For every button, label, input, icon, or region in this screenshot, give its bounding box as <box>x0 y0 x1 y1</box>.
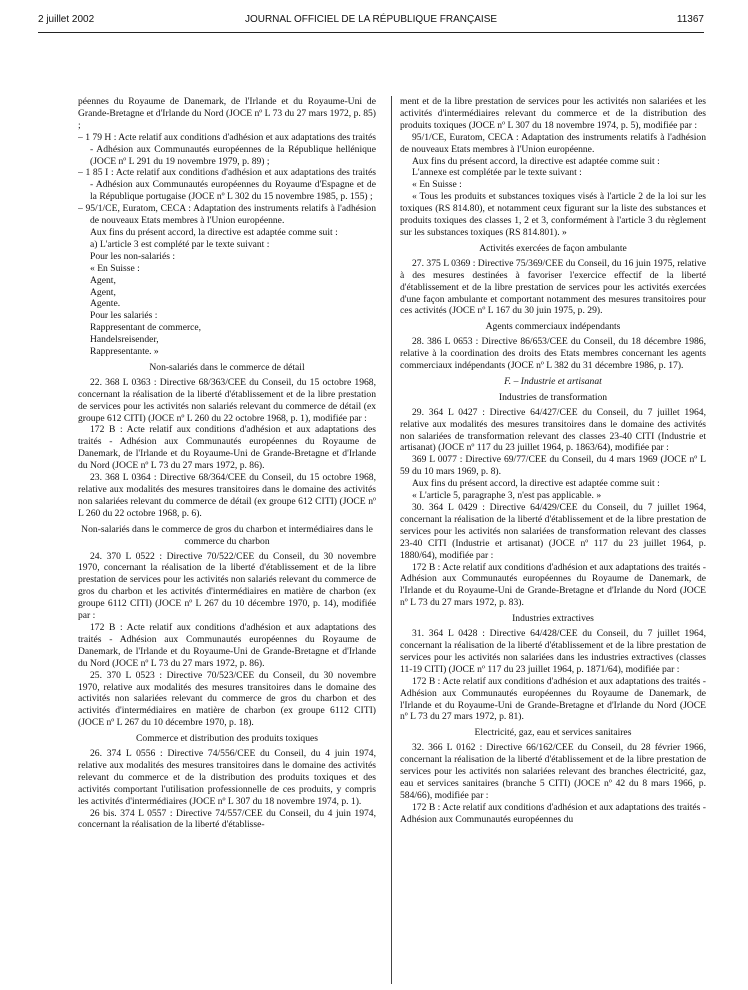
column-divider <box>391 96 392 984</box>
paragraph: 25. 370 L 0523 : Directive 70/523/CEE du Conseil, du 30 novembre 1970, relative aux modalités des mesures transitoires dans le domaine des activités non salariées relevant du commerce de gros du charbon et des activités d'intermédiaires en matière de charbon (ex groupe 6112 CITI) (JOCE nº L 267 du 10 décembre 1970, p. 18). <box>78 669 376 729</box>
paragraph: Pour les non-salariés : <box>90 250 175 262</box>
list-item: – 1 85 I : Acte relatif aux conditions d'adhésion et aux adaptations des traités - Adhésion aux Communautés européennes du Royaume d'Espagne et de la République portugaise (JOCE nº L 302 du 15 novembre 1985, p. 155) ; <box>78 167 376 203</box>
section-heading: Commerce et distribution des produits toxiques <box>136 733 318 745</box>
paragraph: Aux fins du présent accord, la directive est adaptée comme suit : <box>412 155 660 167</box>
left-column <box>78 96 376 984</box>
paragraph: « En Suisse : <box>412 179 462 191</box>
paragraph: Aux fins du présent accord, la directive est adaptée comme suit : <box>90 226 338 238</box>
paragraph: « En Suisse : <box>90 262 140 274</box>
paragraph-continued: ment et de la libre prestation de services pour les activités non salariées et les activités d'intermédiaires relevant du commerce et de la distribution des produits toxiques (JOCE nº L 307 du 18 novembre 1974, p. 5), modifiée par : <box>400 96 706 131</box>
paragraph: Aux fins du présent accord, la directive est adaptée comme suit : <box>412 478 660 490</box>
paragraph: 28. 386 L 0653 : Directive 86/653/CEE du Conseil, du 18 décembre 1986, relative à la coordination des droits des Etats membres concernant les agents commerciaux indépendants (JOCE nº L 382 du 31 décembre 1986, p. 17). <box>400 336 706 372</box>
paragraph: Agente. <box>90 298 121 310</box>
section-heading: Non-salariés dans le commerce de gros du charbon et intermédiaires dans le commerce du charbon <box>81 523 373 547</box>
paragraph: a) L'article 3 est complété par le texte suivant : <box>90 238 270 250</box>
list-item: – 95/1/CE, Euratom, CECA : Adaptation des instruments relatifs à l'adhésion de nouveaux Etats membres à l'Union européenne. <box>78 203 376 227</box>
header-rule <box>38 32 704 33</box>
paragraph: 23. 368 L 0364 : Directive 68/364/CEE du Conseil, du 15 octobre 1968, relative aux modalités des mesures transitoires dans le domaine des activités non salariées relevant du commerce de détail (ex groupe 612 CITI) (JOCE nº L 260 du 22 octobre 1968, p. 6). <box>78 472 376 519</box>
paragraph: 95/1/CE, Euratom, CECA : Adaptation des instruments relatifs à l'adhésion de nouveaux Etats membres à l'Union européenne. <box>400 131 706 155</box>
paragraph-continued: péennes du Royaume de Danemark, de l'Irlande et du Royaume-Uni de Grande-Bretagne et d'Irlande du Nord (JOCE nº L 73 du 27 mars 1972, p. 85) ; <box>78 96 376 131</box>
paragraph: 172 B : Acte relatif aux conditions d'adhésion et aux adaptations des traités - Adhésion aux Communautés européennes du Royaume de Danemark, de l'Irlande et du Royaume-Uni de Grande-Bretagne et d'Irlande du Nord (JOCE nº L 73 du 27 mars 1972, p. 86). <box>78 424 376 472</box>
page-header <box>38 14 704 30</box>
paragraph: 22. 368 L 0363 : Directive 68/363/CEE du Conseil, du 15 octobre 1968, concernant la réalisation de la liberté d'établissement et de la libre prestation de services pour les activités non salariés relevant du commerce de détail (ex groupe 612 CITI) (JOCE nº L 260 du 22 octobre 1968, p. 1), modifiée par : <box>78 376 376 424</box>
paragraph: 32. 366 L 0162 : Directive 66/162/CEE du Conseil, du 28 février 1966, concernant la réalisation de la liberté d'établissement et de la libre prestation de services pour les activités non salariées relevant des branches électricité, gaz, eau et services sanitaires (branche 5 CITI) (JOCE nº 42 du 8 mars 1966, p. 584/66), modifiée par : <box>400 742 706 801</box>
paragraph: 31. 364 L 0428 : Directive 64/428/CEE du Conseil, du 7 juillet 1964, concernant la réalisation de la liberté d'établissement et de la libre prestation de services pour les activités non salariées dans les industries extractives (classes 11-19 CITI) (JOCE nº 117 du 23 juillet 1964, p. 1871/64), modifiée par : <box>400 628 706 675</box>
paragraph: 27. 375 L 0369 : Directive 75/369/CEE du Conseil, du 16 juin 1975, relative à des mesures destinées à favoriser l'exercice effectif de la liberté d'établissement et de la libre prestation de services pour les activités exercées d'une façon ambulante et comportant notamment des mesures transitoires pour ces activités (JOCE nº L 167 du 30 juin 1975, p. 29). <box>400 257 706 317</box>
paragraph: Rappresentant de commerce, <box>90 322 202 334</box>
paragraph: Handelsreisender, <box>90 334 159 346</box>
header-journal-title: JOURNAL OFFICIEL DE LA RÉPUBLIQUE FRANÇAISE <box>244 14 498 25</box>
paragraph: 172 B : Acte relatif aux conditions d'adhésion et aux adaptations des traités - Adhésion aux Communautés européennes du Royaume de Danemark, de l'Irlande et du Royaume-Uni de Grande-Bretagne et d'Irlande du Nord (JOCE nº L 73 du 27 mars 1972, p. 86). <box>78 621 376 669</box>
paragraph: 172 B : Acte relatif aux conditions d'adhésion et aux adaptations des traités - Adhésion aux Communautés européennes du Royaume de Danemark, de l'Irlande et du Royaume-Uni de Grande-Bretagne et d'Irlande du Nord (JOCE nº L 73 du 27 mars 1972, p. 83). <box>400 561 706 609</box>
paragraph: L'annexe est complétée par le texte suivant : <box>412 167 582 179</box>
paragraph: Agent, <box>90 274 116 286</box>
paragraph: 24. 370 L 0522 : Directive 70/522/CEE du Conseil, du 30 novembre 1970, concernant la réalisation de la liberté d'établissement et de la libre prestation de services pour les activités non salariés relevant du commerce de gros du charbon et les activités d'intermédiaires en matière de charbon (ex groupe 6112 CITI) (JOCE nº L 267 du 10 décembre 1970, p. 14), modifiée par : <box>78 550 376 622</box>
paragraph: 26 bis. 374 L 0557 : Directive 74/557/CEE du Conseil, du 4 juin 1974, concernant la réalisation de la liberté d'établisse- <box>78 807 376 831</box>
paragraph: Agent, <box>90 286 116 298</box>
part-heading: F. – Industrie et artisanat <box>504 375 602 387</box>
paragraph: 172 B : Acte relatif aux conditions d'adhésion et aux adaptations des traités - Adhésion aux Communautés européennes du <box>400 801 706 825</box>
section-heading: Agents commerciaux indépendants <box>485 321 621 333</box>
paragraph: « L'article 5, paragraphe 3, n'est pas applicable. » <box>412 490 602 502</box>
header-date: 2 juillet 2002 <box>38 14 95 25</box>
header-page-number: 11367 <box>676 14 704 25</box>
section-heading: Industries extractives <box>512 613 594 625</box>
paragraph: 172 B : Acte relatif aux conditions d'adhésion et aux adaptations des traités - Adhésion aux Communautés européennes du Royaume de Danemark, de l'Irlande et du Royaume-Uni de Grande-Bretagne et d'Irlande du Nord (JOCE nº L 73 du 27 mars 1972, p. 81). <box>400 675 706 723</box>
paragraph: Rappresentante. » <box>90 346 159 358</box>
paragraph: Pour les salariés : <box>90 310 158 322</box>
paragraph: 30. 364 L 0429 : Directive 64/429/CEE du Conseil, du 7 juillet 1964, concernant la réalisation de la liberté d'établissement et de la libre prestation de services pour les activités non salariées de transformation relevant des classes 23-40 CITI (Industrie et artisanat) (JOCE nº 117 du 23 juillet 1964, p. 1880/64), modifiée par : <box>400 502 706 561</box>
section-heading: Electricité, gaz, eau et services sanitaires <box>474 727 632 739</box>
paragraph: « Tous les produits et substances toxiques visés à l'article 2 de la loi sur les toxiques (RS 814.80), et notamment ceux figurant sur la liste des substances et produits toxiques des classes 1, 2 et 3, conformément à l'article 3 du règlement sur les substances toxiques (RS 814.801). » <box>400 191 706 238</box>
right-column <box>400 96 706 984</box>
section-heading: Activités exercées de façon ambulante <box>479 242 627 254</box>
section-heading: Non-salariés dans le commerce de détail <box>149 361 305 373</box>
paragraph: 26. 374 L 0556 : Directive 74/556/CEE du Conseil, du 4 juin 1974, relative aux modalités des mesures transitoires dans le domaine des activités relevant du commerce et de la distribution des produits toxiques et des activités comportant l'utilisation professionnelle de ces produits, y compris les activités d'intermédiaires (JOCE nº L 307 du 18 novembre 1974, p. 1). <box>78 748 376 807</box>
list-item: – 1 79 H : Acte relatif aux conditions d'adhésion et aux adaptations des traités - Adhésion aux Communautés européennes de la République hellénique (JOCE nº L 291 du 19 novembre 1979, p. 89) ; <box>78 131 376 167</box>
paragraph: 369 L 0077 : Directive 69/77/CEE du Conseil, du 4 mars 1969 (JOCE nº L 59 du 10 mars 1969, p. 8). <box>400 454 706 478</box>
section-heading: Industries de transformation <box>498 391 608 403</box>
paragraph: 29. 364 L 0427 : Directive 64/427/CEE du Conseil, du 7 juillet 1964, relative aux modalités des mesures transitoires dans le domaine des activités non salariées de transformation relevant des classes 23-40 CITI (Industrie et artisanat) (JOCE nº 117 du 23 juillet 1964, p. 1863/64), modifiée par : <box>400 406 706 454</box>
